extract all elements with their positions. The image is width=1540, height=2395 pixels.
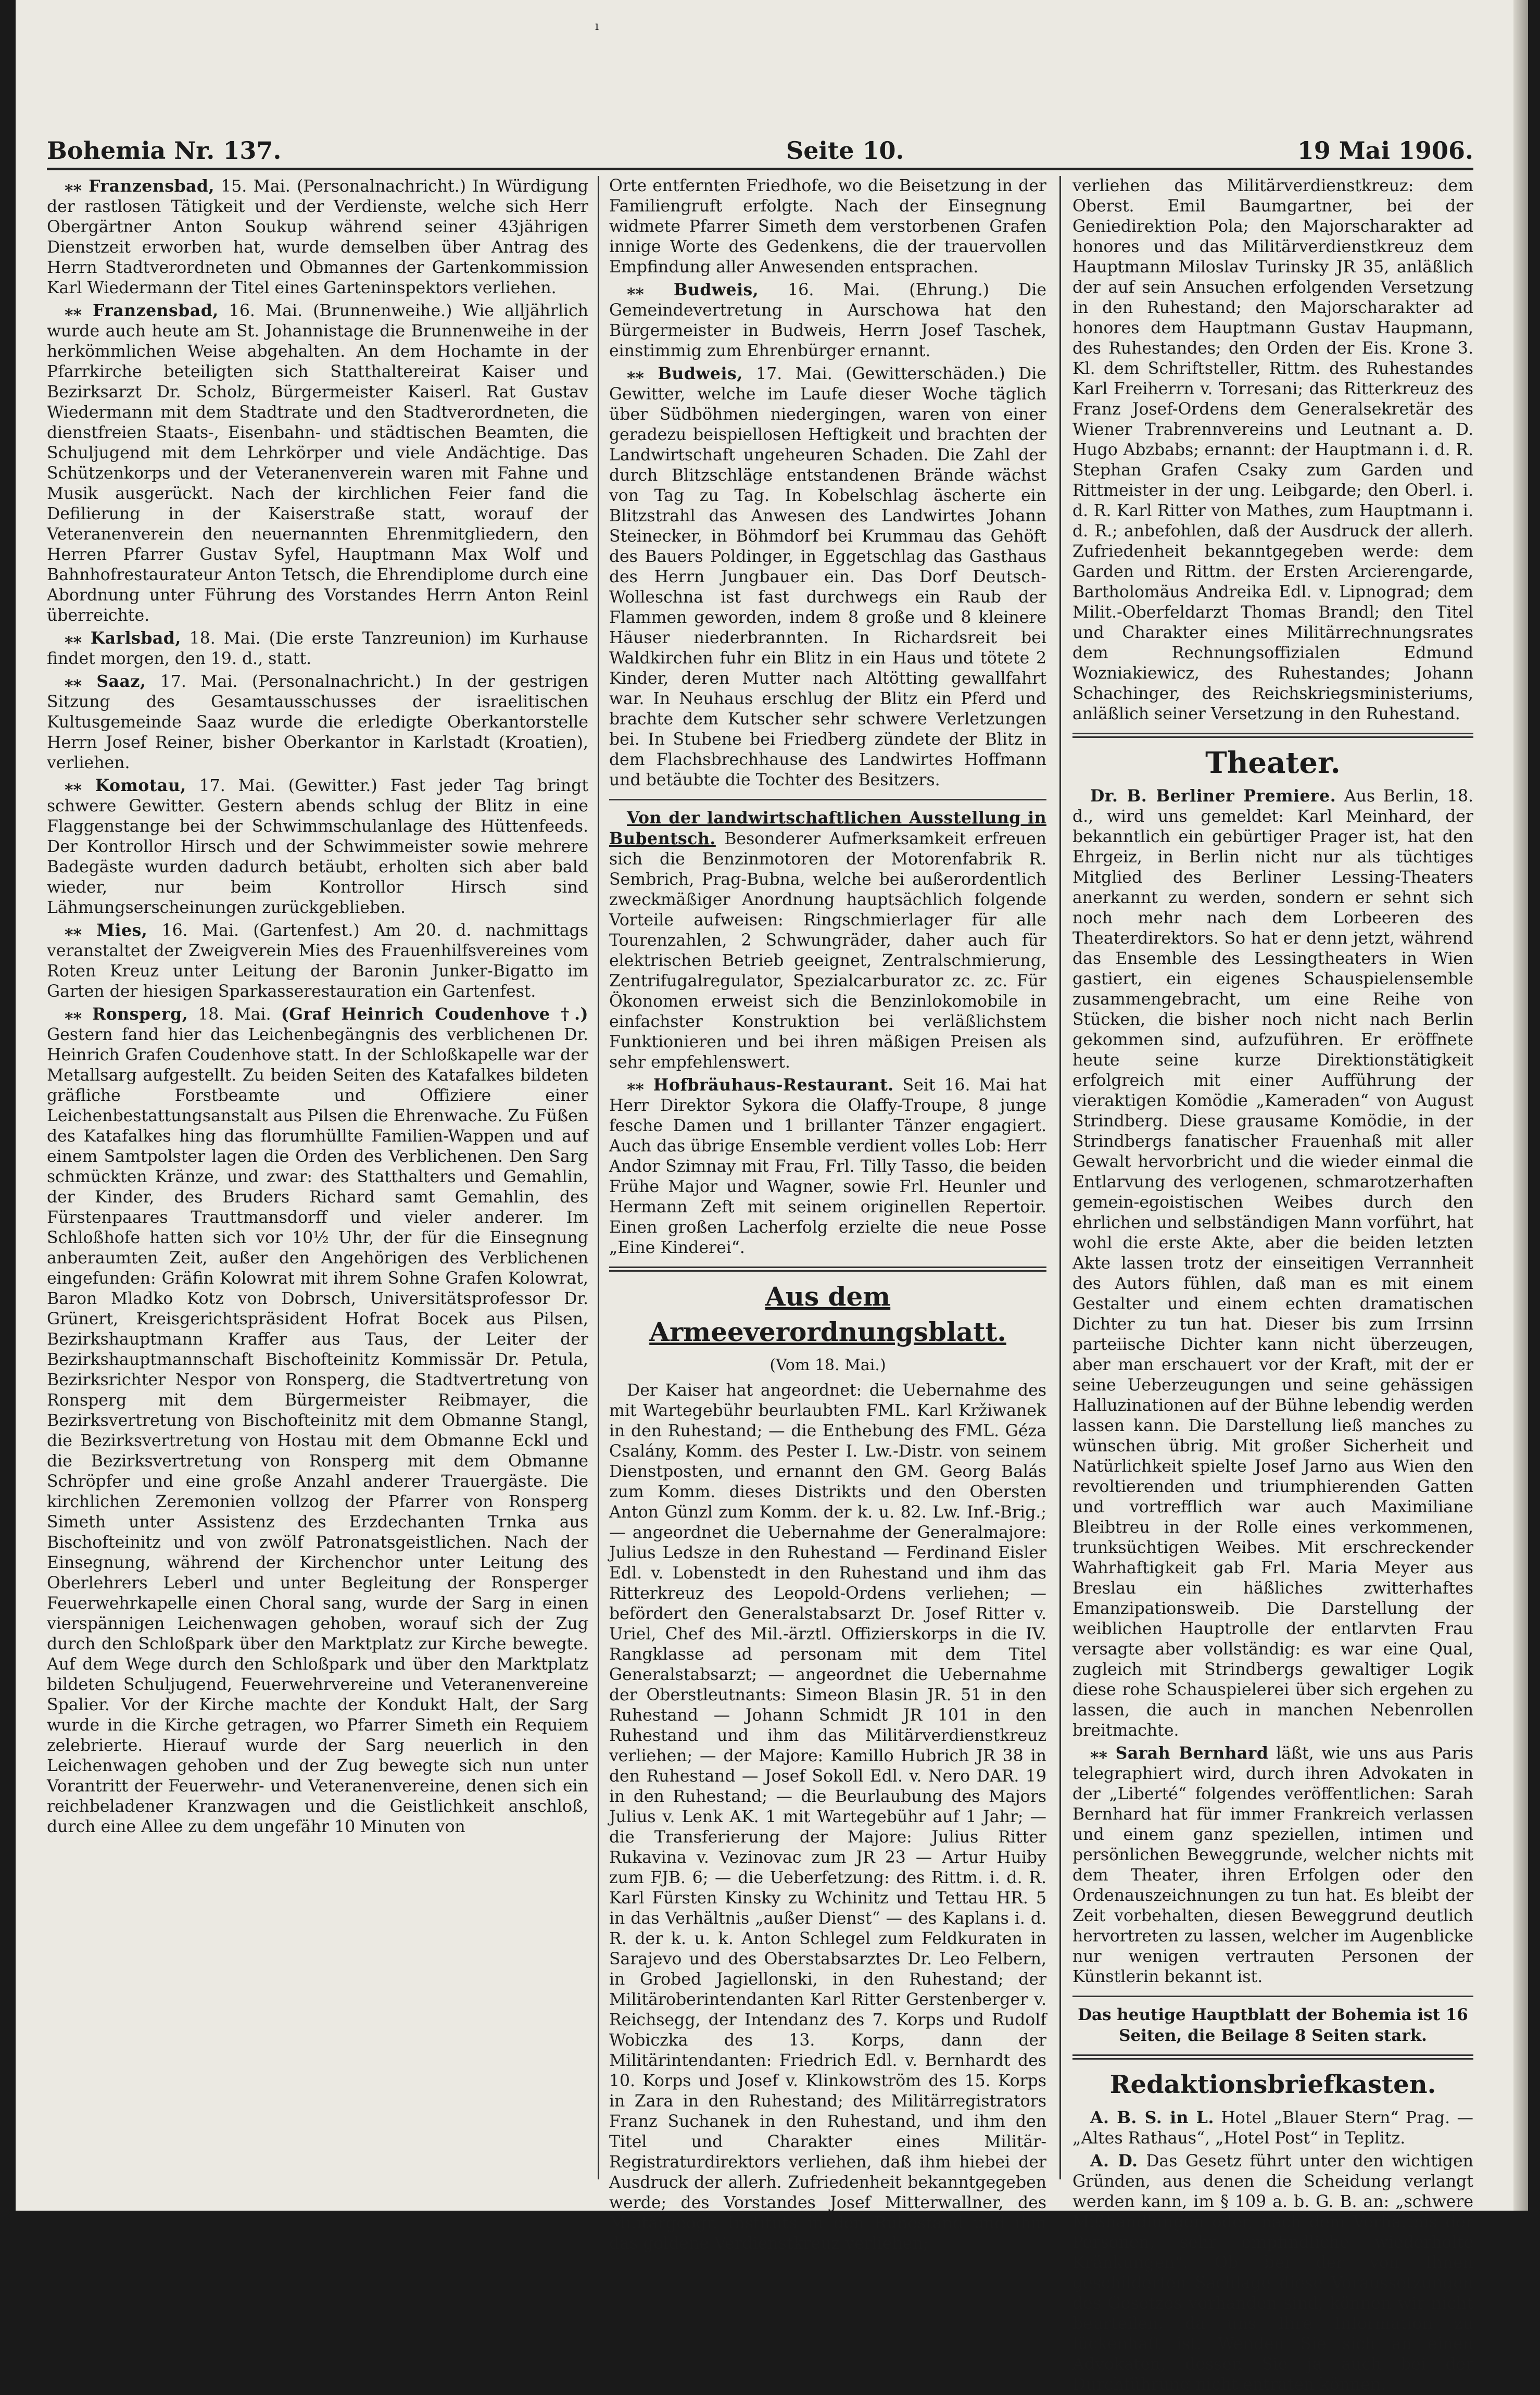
article-saaz: ⁎⁎ Saaz, 17. Mai. (Personalnachricht.) In der gestrigen Sitzung des Gesamtausschusses der israelitischen Kultusgemeinde Saaz wurde die erledigte Oberkantorstelle Herrn Josef Reiner, bisher Oberkantor in Karlstadt (Kroatien), verliehen.: [47, 672, 589, 772]
newspaper-page: [16, 0, 1528, 2394]
article-franzensbad-brunnenweihe: ⁎⁎ Franzensbad, 16. Mai. (Brunnenweihe.) Wie alljährlich wurde auch heute am St. Johannistage die Brunnenweihe in der herkömmlichen Weise abgehalten. An dem Hochamte in der Pfarrkirche beteiligten sich Statthaltereirat Kaiser und Bezirksarzt Dr. Scholz, Bürgermeister Kaiserl. Rat Gustav Wiedermann mit dem Stadtrate und den Stadtverordneten, die dienstfreien Staats-, Eisenbahn- und städtischen Beamten, die Schuljugend mit dem Lehrkörper und viele Andächtige. Das Schützenkorps und der Veteranenverein waren mit Fahne und Musik ausgerückt. Nach der kirchlichen Feier fand die Defilierung in der Kaiserstraße statt, worauf der Veteranenverein den neuernannten Ehrenmitgliedern, den Herren Pfarrer Gustav Syfel, Hauptmann Max Wolf und Bahnhofrestaurateur Anton Tetsch, die Ehrendiplome durch eine Abordnung unter Führung des Vorstandes Herrn Anton Reinl überreichte.: [47, 301, 589, 625]
section-divider: [1072, 1996, 1473, 1997]
article-budweis-gewitter: ⁎⁎ Budweis, 17. Mai. (Gewitterschäden.) Die Gewitter, welche im Laufe dieser Woche täglich über Südböhmen niedergingen, waren von einer geradezu beispiellosen Heftigkeit und brachten der Landwirtschaft ungeheuren Schaden. Die Zahl der durch Blitzschläge entstandenen Brände wächst von Tag zu Tag. In Kobelschlag äscherte ein Blitzstrahl das Anwesen des Landwirtes Johann Steinecker, in Böhmdorf bei Krummau das Gehöft des Bauers Poldinger, in Eggetschlag das Gasthaus des Herrn Jungbauer ein. Das Dorf Deutsch-Wolleschna ist fast durchwegs ein Raub der Flammen geworden, indem 8 große und 8 kleinere Häuser niederbrannten. In Richardsreit bei Waldkirchen fuhr ein Blitz in ein Haus und tötete 2 Kinder, deren Mutter nach Altötting gewallfahrt war. In Neuhaus erschlug der Blitz ein Pferd und brachte dem Kutscher sehr schwere Verletzungen bei. In Stubene bei Friedberg zündete der Blitz in dem Flachsbrechhause des Landwirtes Hoffmann und betäubte die Tochter des Besitzers.: [609, 364, 1047, 789]
reply-ad: A. D. Das Gesetz führt unter den wichtigen Gründen, aus denen die Scheidung verlangt werden kann, im § 109 a. b. G. B. an: „schwere Mißhandlungen oder, nach dem Verhältnis der Personen, sehr empfindliche wiederholte Kränkungen“. Ob bei der von Ihnen geschilderten Sachlage diese Voraussetzungen des Gesetzes vorhanden sind, können wir nicht beurteilen, da uns Ihre Information zu lückenhaft ist. Wenden Sie sich an einen Advokaten, dessen Sie ja auch bei der Durchführung nicht entraten können.: [1072, 2151, 1473, 2394]
article-sarah-bernhard: ⁎⁎ Sarah Bernhard läßt, wie uns aus Paris telegraphiert wird, durch ihren Advokaten in der „Liberté“ folgendes veröffentlichen: Sarah Bernhard hat für immer Frankreich verlassen und einem ganz speziellen, intimen und persönlichen Beweggrunde, welcher nichts mit dem Theater, ihren Erfolgen oder den Ordenauszeichnungen zu tun hat. Es bleibt der Zeit vorbehalten, diesen Beweggrund deutlich hervortreten zu lassen, welcher im Augenblicke nur wenigen vertrauten Personen der Künstlerin bekannt ist.: [1072, 1744, 1474, 1986]
section-subtitle-armee: (Vom 18. Mai.): [769, 1356, 886, 1374]
article-hofbraeuhaus: ⁎⁎ Hofbräuhaus-Restaurant. Seit 16. Mai hat Herr Direktor Sykora die Olaffy-Troupe, 8 junge fesche Damen und 1 brillanter Tänzer engagiert. Auch das übrige Ensemble verdient volles Lob: Herr Andor Szimnay mit Frau, Frl. Tilly Tasso, die beiden Frühe Major und Wagner, sowie Frl. Heunler und Hermann Zeft mit seinem originellen Repertoir. Einen großen Lacherfolg erzielte die neue Posse „Eine Kinderei“.: [609, 1075, 1046, 1257]
article-budweis-ehrung: ⁎⁎ Budweis, 16. Mai. (Ehrung.) Die Gemeindevertretung in Aurschowa hat den Bürgermeister in Budweis, Herrn Josef Taschek, einstimmig zum Ehrenbürger ernannt.: [609, 280, 1047, 360]
article-ronsperg-continued: Orte entfernten Friedhofe, wo die Beisetzung in der Familiengruft erfolgte. Nach der Einsegnung widmete Pfarrer Simeth dem verstorbenen Grafen innige Worte des Gedenkens, die der trauervollen Empfindung aller Anwesenden entsprachen.: [609, 177, 1046, 277]
article-karlsbad: ⁎⁎ Karlsbad, 18. Mai. (Die erste Tanzreunion) im Kurhause findet morgen, den 19. d., statt.: [47, 629, 588, 668]
article-franzensbad-personal: ⁎⁎ Franzensbad, 15. Mai. (Personalnachricht.) In Würdigung der rastlosen Tätigkeit und der Verdienste, welche sich Herr Obergärtner Anton Soukup während seiner 43jährigen Dienstzeit erworben hat, wurde demselben über Antrag des Herrn Stadtverordneten und Obmannes der Gartenkommission Karl Wiedermann der Titel eines Garteninspektors verliehen.: [47, 177, 589, 297]
section-title-theater: Theater.: [1205, 746, 1341, 780]
header-issue: Bohemia Nr. 137.: [47, 136, 282, 165]
header-date: 19 Mai 1906.: [1297, 136, 1473, 165]
section-title-redaktion: Redaktionsbriefkasten.: [1109, 2070, 1436, 2099]
column-3: [1072, 176, 1474, 2394]
section-divider-double: [1072, 733, 1473, 738]
column-rule-1: [598, 176, 599, 2179]
article-komotau: ⁎⁎ Komotau, 17. Mai. (Gewitter.) Fast jeder Tag bringt schwere Gewitter. Gestern abends schlug der Blitz in eine Flaggenstange bei der Schwimmschulanlage des Hüttenfeeds. Der Kontrollor Hirsch und der Schwimmeister sowie mehrere Badegäste wurden dadurch betäubt, erholten sich aber bald wieder, nur beim Kontrollor Hirsch sind Lähmungserscheinungen zurückgeblieben.: [47, 776, 588, 917]
column-2: [609, 176, 1047, 2253]
section-divider-double: [1072, 2054, 1473, 2060]
article-berliner-premiere: Dr. B. Berliner Premiere. Aus Berlin, 18. d., wird uns gemeldet: Karl Meinhard, der bekanntlich ein gebürtiger Prager ist, hat den Ehrgeiz, in Berlin nicht nur als tüchtiges Mitglied des Berliner Lessing-Theaters anerkannt zu werden, sondern er sehnt sich noch mehr nach dem Lorbeeren des Theaterdirektors. So hat er denn jetzt, während das Ensemble des Lessingtheaters in Wien gastiert, ein eigenes Schauspielensemble zusammengebracht, um eine Reihe von Stücken, die bisher noch nicht nach Berlin gekommen sind, aufzuführen. Er eröffnete heute seine kurze Direktionstätigkeit erfolgreich mit einer Aufführung der vieraktigen Komödie „Kameraden“ von August Strindberg. Diese grausame Komödie, in der Strindbergs fanatischer Frauenhaß mit aller Gewalt hervorbricht und die wieder einmal die Entlarvung des verlogenen, schmarotzerhaften gemein-egoistischen Weibes durch den ehrlichen und selbständigen Mann vorführt, hat wohl die erste Akte, aber die beiden letzten Akte lassen trotz der einseitigen Verrannheit des Autors fühlen, daß man es mit einem Gestalter und einem echten dramatischen Dichter zu tun hat. Dieser bis zum Irrsinn parteiische Dichter kann nicht überzeugen, aber man erschauert vor der Kraft, mit der er seine Ueberzeugungen und seine gehässigen Halluzinationen auf der Bühne lebendig werden lassen kann. Die Darstellung ließ manches zu wünschen übrig. Mit großer Sicherheit und Natürlichkeit spielte Josef Jarno aus Wien den revoltierenden und triumphierenden Gatten und vortrefflich war auch Maximiliane Bleibtreu in der Rolle eines verkommenen, trunksüchtigen Weibes. Mit erschreckender Wahrhaftigkeit gab Frl. Maria Meyer aus Breslau ein häßliches zwitterhaftes Emanzipationsweib. Die Darstellung der weiblichen Hauptrolle der entlarvten Frau versagte aber vollständig: es war eine Qual, zugleich mit Strindbergs gewaltiger Logik diese rohe Schauspielerei über sich ergehen zu lassen, die auch in manchen Nebenrollen breitmachte.: [1072, 786, 1473, 1740]
article-ronsperg: ⁎⁎ Ronsperg, 18. Mai. (Graf Heinrich Coudenhove †.) Gestern fand hier das Leichenbegängnis des verblichenen Dr. Heinrich Grafen Coudenhove statt. In der Schloßkapelle war der Metallsarg aufgestellt. Zu beiden Seiten des Katafalkes bildeten gräfliche Forstbeamte und Offiziere einer Leichenbestattungsanstalt aus Pilsen die Ehrenwache. Zu Füßen des Katafalkes hing das florumhüllte Familien-Wappen und auf einem Samtpolster lagen die Orden des Verblichenen. Den Sarg schmückten Kränze, und zwar: des Statthalters und Gemahlin, der Kinder, des Bruders Richard samt Gemahlin, des Fürstenpaares Trauttmansdorff und vieler anderer. Im Schloßhofe hatten sich vor 10½ Uhr, der für die Einsegnung anberaumten Zeit, außer den Angehörigen des Verblichenen eingefunden: Gräfin Kolowrat mit ihrem Sohne Grafen Kolowrat, Baron Mladko Kotz von Dobrsch, Universitätsprofessor Dr. Grünert, Kreisgerichtspräsident Hofrat Bocek aus Pilsen, Bezirkshauptmann Kraffer aus Taus, der Leiter der Bezirkshauptmannschaft Bischofteinitz Kommissär Dr. Petula, Bezirksrichter Nespor von Ronsperg, die Stadtvertretung von Ronsperg mit dem Bürgermeister Reibmayer, die Bezirksvertretung von Bischofteinitz mit dem Obmanne Stangl, die Bezirksvertretung von Hostau mit dem Obmanne Eckl und die Bezirksvertretung von Ronsperg mit dem Obmanne Schröpfer und eine große Anzahl anderer Trauergäste. Die kirchlichen Zeremonien vollzog der Pfarrer von Ronsperg Simeth unter Assistenz des Erzdechanten Trnka aus Bischofteinitz und von zwölf Patronatsgeistlichen. Nach der Einsegnung, während der Kirchenchor unter Leitung des Oberlehrers Leberl und unter Begleitung der Ronsperger Feuerwehrkapelle einen Choral sang, wurde der Sarg in einen vierspännigen Leichenwagen gehoben, worauf sich der Zug durch den Schloßpark über den Marktplatz zur Kirche bewegte. Auf dem Wege durch den Schloßpark und über den Marktplatz bildeten Schuljugend, Feuerwehrvereine und Veteranenvereine Spalier. Vor der Kirche machte der Kondukt Halt, der Sarg wurde in die Kirche getragen, wo Pfarrer Simeth ein Requiem zelebrierte. Hierauf wurde der Sarg neuerlich in den Leichenwagen gehoben und der Zug bewegte sich nun unter Vorantritt der Feuerwehr- und Veteranenvereine, denen sich ein reichbeladener Kranzwagen und die Geistlichkeit anschloß, durch eine Allee zu dem ungefähr 10 Minuten von: [47, 1005, 589, 1836]
section-title-armee: Aus dem Armeeverordnungsblatt.: [649, 1281, 1006, 1347]
notice-page-count: Das heutige Hauptblatt der Bohemia ist 16 Seiten, die Beilage 8 Seiten stark.: [1078, 2005, 1468, 2045]
section-divider: [609, 799, 1046, 800]
article-ausstellung: Von der landwirtschaftlichen Ausstellung in Bubentsch. Besonderer Aufmerksamkeit erfreuen sich die Benzinmotoren der Motorenfabrik R. Sembrich, Prag-Bubna, welche bei außerordentlich zweckmäßiger Anordnung hauptsächlich folgende Vorteile aufweisen: Ringschmierlager für alle Tourenzahlen, 2 Schwungräder, daher auch für elektrischen Betrieb geeignet, Zentralschmierung, Zentrifugalregulator, Spezialcarburator zc. zc. Für Ökonomen erweist sich die Benzinlokomobile in einfachster Konstruktion bei verläßlichstem Funktionieren und bei ihren mäßigen Preisen als sehr empfehlenswert.: [609, 808, 1046, 1072]
header-rule: [47, 168, 1473, 170]
header-page-number: Seite 10.: [786, 136, 904, 165]
article-armee: Der Kaiser hat angeordnet: die Uebernahme des mit Wartegebühr beurlaubten FML. Karl Kržiwanek in den Ruhestand; — die Enthebung des FML. Géza Csalány, Komm. des Pester I. Lw.-Distr. von seinem Dienstposten, und ernannt den GM. Georg Balás zum Komm. dieses Distrikts und den Obersten Anton Günzl zum Komm. der k. u. 82. Lw. Inf.-Brig.; — angeordnet die Uebernahme der Generalmajore: Julius Ledsze in den Ruhestand — Ferdinand Eisler Edl. v. Lobenstedt in den Ruhestand und ihm das Ritterkreuz des Leopold-Ordens verliehen; — befördert den Generalstabsarzt Dr. Josef Ritter v. Uriel, Chef des Mil.-ärztl. Offizierskorps in die IV. Rangklasse ad personam mit dem Titel Generalstabsarzt; — angeordnet die Uebernahme der Oberstleutnants: Simeon Blasin JR. 51 in den Ruhestand — Johann Schmidt JR 101 in den Ruhestand und ihm das Militärverdienstkreuz verliehen; — der Majore: Kamillo Hubrich JR 38 in den Ruhestand — Josef Sokoll Edl. v. Nero DAR. 19 in den Ruhestand; — die Beurlaubung des Majors Julius v. Lenk AK. 1 mit Wartegebühr auf 1 Jahr; — die Transferierung der Majore: Julius Ritter Rukavina v. Vezinovac zum JR 23 — Artur Huiby zum FJB. 6; — die Ueberfetzung: des Rittm. i. d. R. Karl Fürsten Kinsky zu Wchinitz und Tettau HR. 5 in das Verhältnis „außer Dienst“ — des Kaplans i. d. R. der k. u. k. Anton Schlegel zum Feldkuraten in Sarajevo und des Oberstabsarztes Dr. Leo Felbern, in Grobed Jagiellonski, in den Ruhestand; der Militäroberintendanten Karl Ritter Gerstenberger v. Reichsegg, der Intendanz des 7. Korps und Rudolf Wobiczka des 13. Korps, dann der Militärintendanten: Friedrich Edl. v. Bernhardt des 10. Korps und Josef v. Klinkowström des 15. Korps in Zara in den Ruhestand; des Militärregistrators Franz Suchanek in den Ruhestand, und ihm den Titel und Charakter eines Militär-Registraturdirektors verliehen, daß ihm hiebei der Ausdruck der allerh. Zufriedenheit bekanntgegeben werde; des Vorstandes Josef Mitterwallner, des Militärgeogr. Instituts in den Ruhestand und ihm das goldene Verdienstkreuz verliehen;: [609, 1381, 1046, 2253]
section-divider-double: [609, 1267, 1046, 1272]
column-rule-2: [1059, 176, 1061, 2179]
print-mark: ı: [595, 20, 599, 33]
page-edge-shadow: [1513, 0, 1528, 2211]
column-1: [47, 176, 588, 2179]
article-armee-continued: verliehen das Militärverdienstkreuz: dem Oberst. Emil Baumgartner, bei der Geniedirektion Pola; den Majorscharakter ad honores und das Militärverdienstkreuz dem Hauptmann Miloslav Turinsky JR 35, anläßlich der auf sein Ansuchen erfolgenden Versetzung in den Ruhestand; den Majorscharakter ad honores dem Hauptmann Gustav Haupmann, des Ruhestandes; den Orden der Eis. Krone 3. Kl. dem Schriftsteller, Rittm. des Ruhestandes Karl Freiherrn v. Torresani; das Ritterkreuz des Franz Josef-Ordens dem Generalsekretär des Wiener Trabrennvereins und Leutnant a. D. Hugo Abzbabs; ernannt: der Hauptmann i. d. R. Stephan Grafen Csaky zum Garden und Rittmeister in der ung. Leibgarde; den Oberl. i. d. R. Karl Ritter von Mathes, zum Hauptmann i. d. R.; anbefohlen, daß der Ausdruck der allerh. Zufriedenheit bekanntgegeben werde: dem Garden und Rittm. der Ersten Arcierengarde, Bartholomäus Andreika Edl. v. Lipnograd; dem Milit.-Oberfeldarzt Thomas Brandl; den Titel und Charakter eines Militärrechnungsrates dem Rechnungsoffizialen Edmund Wozniakiewicz, des Ruhestandes; Johann Schachinger, des Reichskriegsministeriums, anläßlich seiner Versetzung in den Ruhestand.: [1072, 177, 1473, 723]
reply-abs: A. B. S. in L. Hotel „Blauer Stern“ Prag. — „Altes Rathaus“, „Hotel Post“ in Teplitz.: [1072, 2108, 1473, 2148]
article-mies: ⁎⁎ Mies, 16. Mai. (Gartenfest.) Am 20. d. nachmittags veranstaltet der Zweigverein Mies des Frauenhilfsvereines vom Roten Kreuz unter Leitung der Baronin Junker-Bigatto im Garten der hiesigen Sparkasserestauration ein Gartenfest.: [47, 921, 589, 1001]
